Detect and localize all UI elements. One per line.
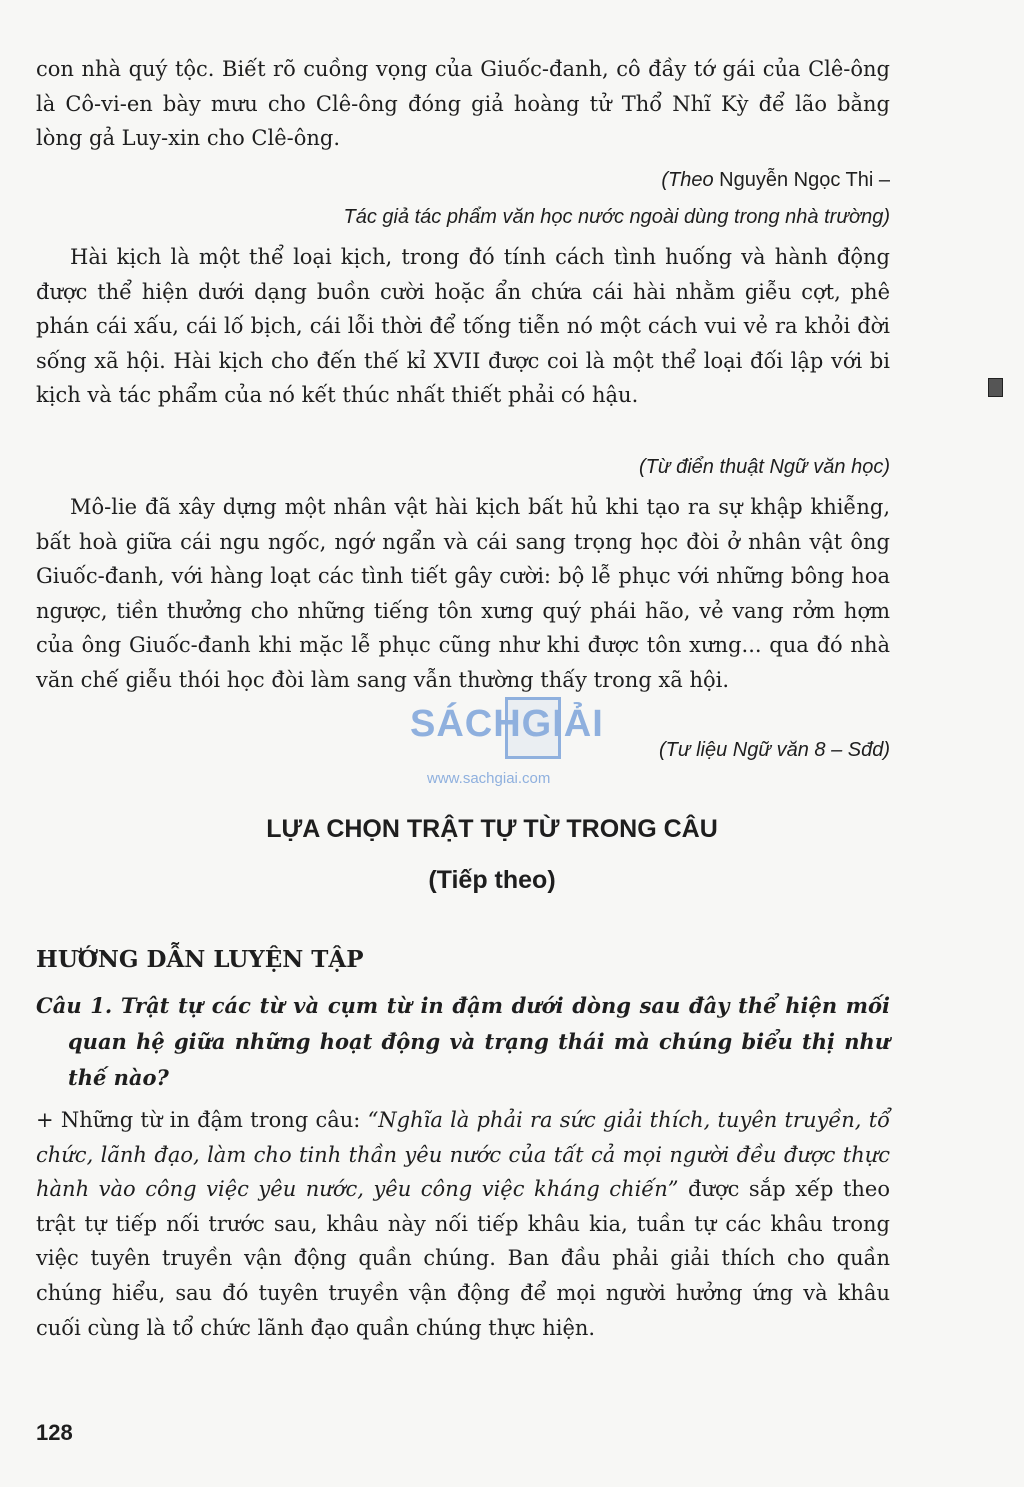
answer-1 [36,1103,890,1345]
citation-reference-material: (Tư liệu Ngữ văn 8 – Sđd) [658,739,890,761]
section-heading: HƯỚNG DẪN LUYỆN TẬP [36,946,364,973]
question-1: Câu 1. Trật tự các từ và cụm từ in đậm dưới dòng sau đây thể hiện mối quan hệ giữa những hoạt động và trạng thái mà chúng biểu thị như thế nào? [36,993,890,1090]
lesson-subtitle: (Tiếp theo) [428,866,556,894]
watermark-logo-text: SÁCHGIẢI [410,703,604,745]
margin-mark [988,378,1003,397]
lesson-title: LỰA CHỌN TRẬT TỰ TỪ TRONG CÂU [266,815,718,843]
paragraph-plot-summary: con nhà quý tộc. Biết rõ cuồng vọng của Giuốc-đanh, cô đầy tớ gái của Clê-ông là Cô-vi-en bày mưu cho Clê-ông đóng giả hoàng tử Thổ Nhĩ Kỳ để lão bằng lòng gả Luy-xin cho Clê-ông. [36,57,890,151]
page-number: 128 [36,1420,73,1445]
paragraph-comedy-definition: Hài kịch là một thể loại kịch, trong đó tính cách tình huống và hành động được thể hiện dưới dạng buồn cười hoặc ẩn chứa cái hài nhằm giễu cợt, phê phán cái xấu, cái lố bịch, cái lỗi thời để tống tiễn nó một cách vui vẻ ra khỏi đời sống xã hội. Hài kịch cho đến thế kỉ XVII được coi là một thể loại đối lập với bi kịch và tác phẩm của nó kết thúc nhất thiết phải có hậu. [36,245,890,408]
citation-book-title: Tác giả tác phẩm văn học nước ngoài dùng trong nhà trường) [343,206,890,228]
answer-lead: + Những từ in đậm trong câu: [36,1108,368,1132]
answer-explanation: được sắp xếp theo trật tự tiếp nối trước sau, khâu này nối tiếp khâu kia, tuần tự các khâu trong việc tuyên truyền vận động quần chúng. Ban đầu phải giải thích cho quần chúng hiểu, sau đó tuyên truyền vận động để mọi người hưởng ứng và khâu cuối cùng là tổ chức lãnh đạo quần chúng thực hiện. [36,1177,890,1340]
citation-author: Nguyễn Ngọc Thi – [719,169,890,191]
citation-nguyen-ngoc-thi [190,162,890,236]
watermark-url: www.sachgiai.com [427,770,551,787]
citation-open: (Theo [661,169,720,191]
paragraph-moliere: Mô-lie đã xây dựng một nhân vật hài kịch bất hủ khi tạo ra sự khập khiễng, bất hoà giữa cái ngu ngốc, ngớ ngẩn và cái sang trọng học đòi ở nhân vật ông Giuốc-đanh, với hàng loạt các tình tiết gây cười: bộ lễ phục với những bông hoa ngược, tiền thưởng cho những tiếng tôn xưng quý phái hão, vẻ vang rởm hợm của ông Giuốc-đanh khi mặc lễ phục cũng như khi được tôn xưng... qua đó nhà văn chế giễu thói học đòi làm sang vẫn thường thấy trong xã hội. [36,495,890,692]
answer-quote: “Nghĩa là phải ra sức giải thích, tuyên truyền, tổ chức, lãnh đạo, làm cho tinh thần yêu nước của tất cả mọi người đều được thực hành vào công việc yêu nước, yêu công việc kháng chiến” [36,1108,890,1202]
watermark-logo [410,697,615,792]
citation-dictionary: (Từ điển thuật Ngữ văn học) [638,456,890,478]
